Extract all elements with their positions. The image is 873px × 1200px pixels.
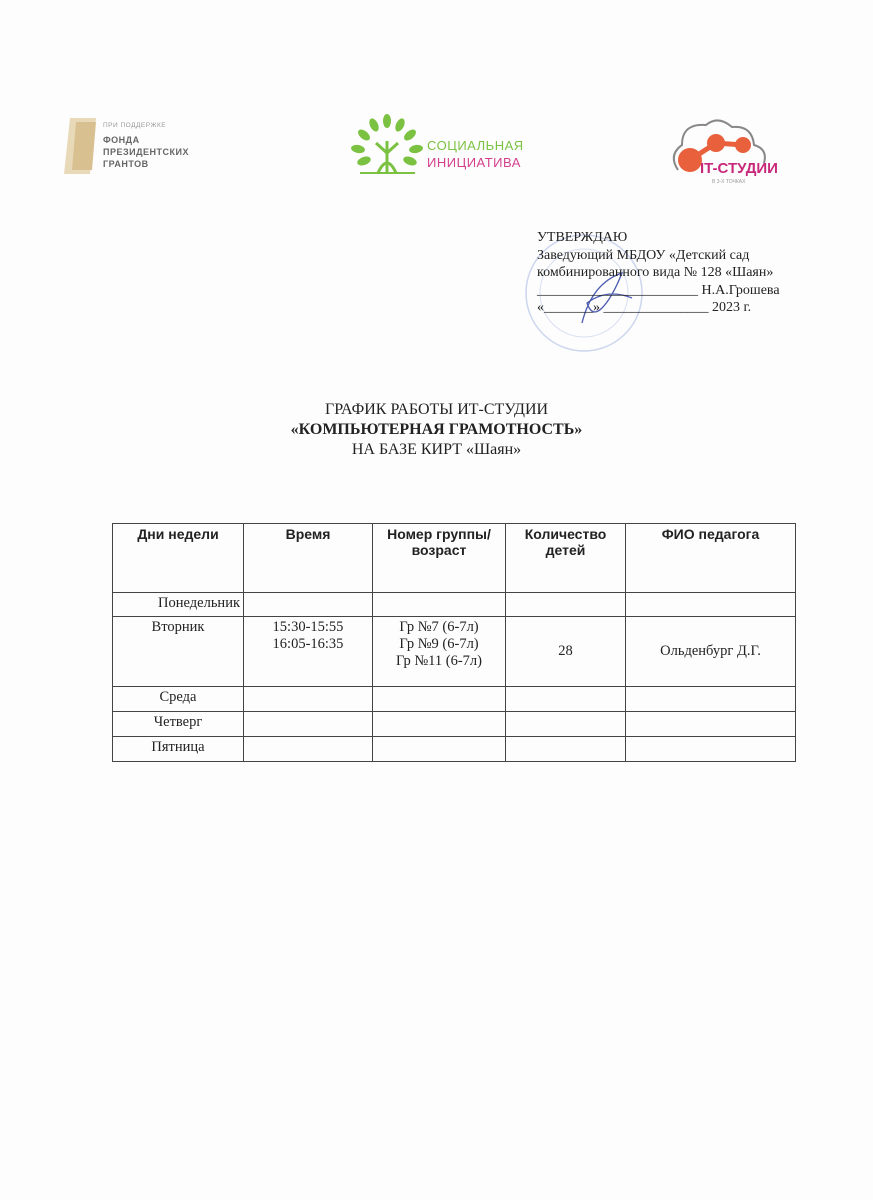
cell-count: 28 bbox=[506, 617, 626, 687]
cell-count bbox=[506, 593, 626, 617]
document-title bbox=[0, 400, 873, 460]
table-row bbox=[113, 687, 796, 712]
cell-group bbox=[373, 712, 506, 737]
cell-day: Пятница bbox=[113, 737, 244, 762]
table-row bbox=[113, 593, 796, 617]
cell-time bbox=[244, 617, 373, 687]
approval-line: комбинированного вида № 128 «Шаян» bbox=[537, 265, 774, 280]
header-time: Время bbox=[244, 524, 373, 593]
approval-signature-line: _______________________ Н.А.Грошева bbox=[537, 282, 780, 298]
table-row bbox=[113, 737, 796, 762]
cell-teacher: Ольденбург Д.Г. bbox=[626, 617, 796, 687]
cell-teacher bbox=[626, 712, 796, 737]
cell-time bbox=[244, 593, 373, 617]
cell-teacher bbox=[626, 593, 796, 617]
cell-group bbox=[373, 617, 506, 687]
table-row bbox=[113, 712, 796, 737]
cell-day: Четверг bbox=[113, 712, 244, 737]
schedule-table bbox=[112, 523, 796, 762]
cell-time bbox=[244, 737, 373, 762]
fpg-logo-caption: ПРИ ПОДДЕРЖКЕ bbox=[103, 122, 167, 129]
cell-group bbox=[373, 593, 506, 617]
table-header-row bbox=[113, 524, 796, 593]
cell-time bbox=[244, 712, 373, 737]
social-initiative-line2: ИНИЦИАТИВА bbox=[427, 155, 521, 170]
it-studio-sub: В 3-Х ТОЧКАХ bbox=[712, 179, 746, 185]
tree-logo-icon bbox=[350, 113, 425, 175]
fpg-line: ГРАНТОВ bbox=[103, 159, 149, 169]
cell-teacher bbox=[626, 687, 796, 712]
fpg-logo-name bbox=[103, 134, 189, 170]
header-count: Количество детей bbox=[506, 524, 626, 593]
approval-line: Заведующий МБДОУ «Детский сад bbox=[537, 247, 750, 263]
cell-count bbox=[506, 687, 626, 712]
cell-group bbox=[373, 687, 506, 712]
fpg-line: ФОНДА bbox=[103, 135, 140, 145]
cell-count bbox=[506, 712, 626, 737]
group-entry: Гр №9 (6-7л) bbox=[399, 636, 479, 652]
title-line3: НА БАЗЕ КИРТ «Шаян» bbox=[351, 441, 522, 458]
table-row bbox=[113, 617, 796, 687]
title-line2: «КОМПЬЮТЕРНАЯ ГРАМОТНОСТЬ» bbox=[290, 421, 583, 438]
approval-date-line: «_______» _______________ 2023 г. bbox=[537, 300, 752, 315]
time-slot: 16:05-16:35 bbox=[272, 636, 344, 652]
fpg-line: ПРЕЗИДЕНТСКИХ bbox=[103, 147, 189, 157]
title-line1: ГРАФИК РАБОТЫ ИТ-СТУДИИ bbox=[324, 401, 549, 418]
cell-count bbox=[506, 737, 626, 762]
time-slot: 15:30-15:55 bbox=[272, 619, 344, 635]
cell-day: Вторник bbox=[113, 617, 244, 687]
header-days: Дни недели bbox=[113, 524, 244, 593]
approval-heading: УТВЕРЖДАЮ bbox=[537, 230, 628, 245]
it-studio-name: IT-СТУДИИ bbox=[700, 160, 778, 177]
cell-teacher bbox=[626, 737, 796, 762]
cell-day: Среда bbox=[113, 687, 244, 712]
group-entry: Гр №11 (6-7л) bbox=[396, 653, 482, 669]
cell-time bbox=[244, 687, 373, 712]
approval-block bbox=[537, 229, 780, 317]
cell-day: Понедельник bbox=[113, 593, 244, 617]
cell-group bbox=[373, 737, 506, 762]
header-group: Номер группы/ возраст bbox=[373, 524, 506, 593]
header-teacher: ФИО педагога bbox=[626, 524, 796, 593]
social-initiative-line1: СОЦИАЛЬНАЯ bbox=[427, 138, 524, 153]
fpg-logo-icon bbox=[62, 118, 98, 174]
group-entry: Гр №7 (6-7л) bbox=[399, 619, 479, 635]
